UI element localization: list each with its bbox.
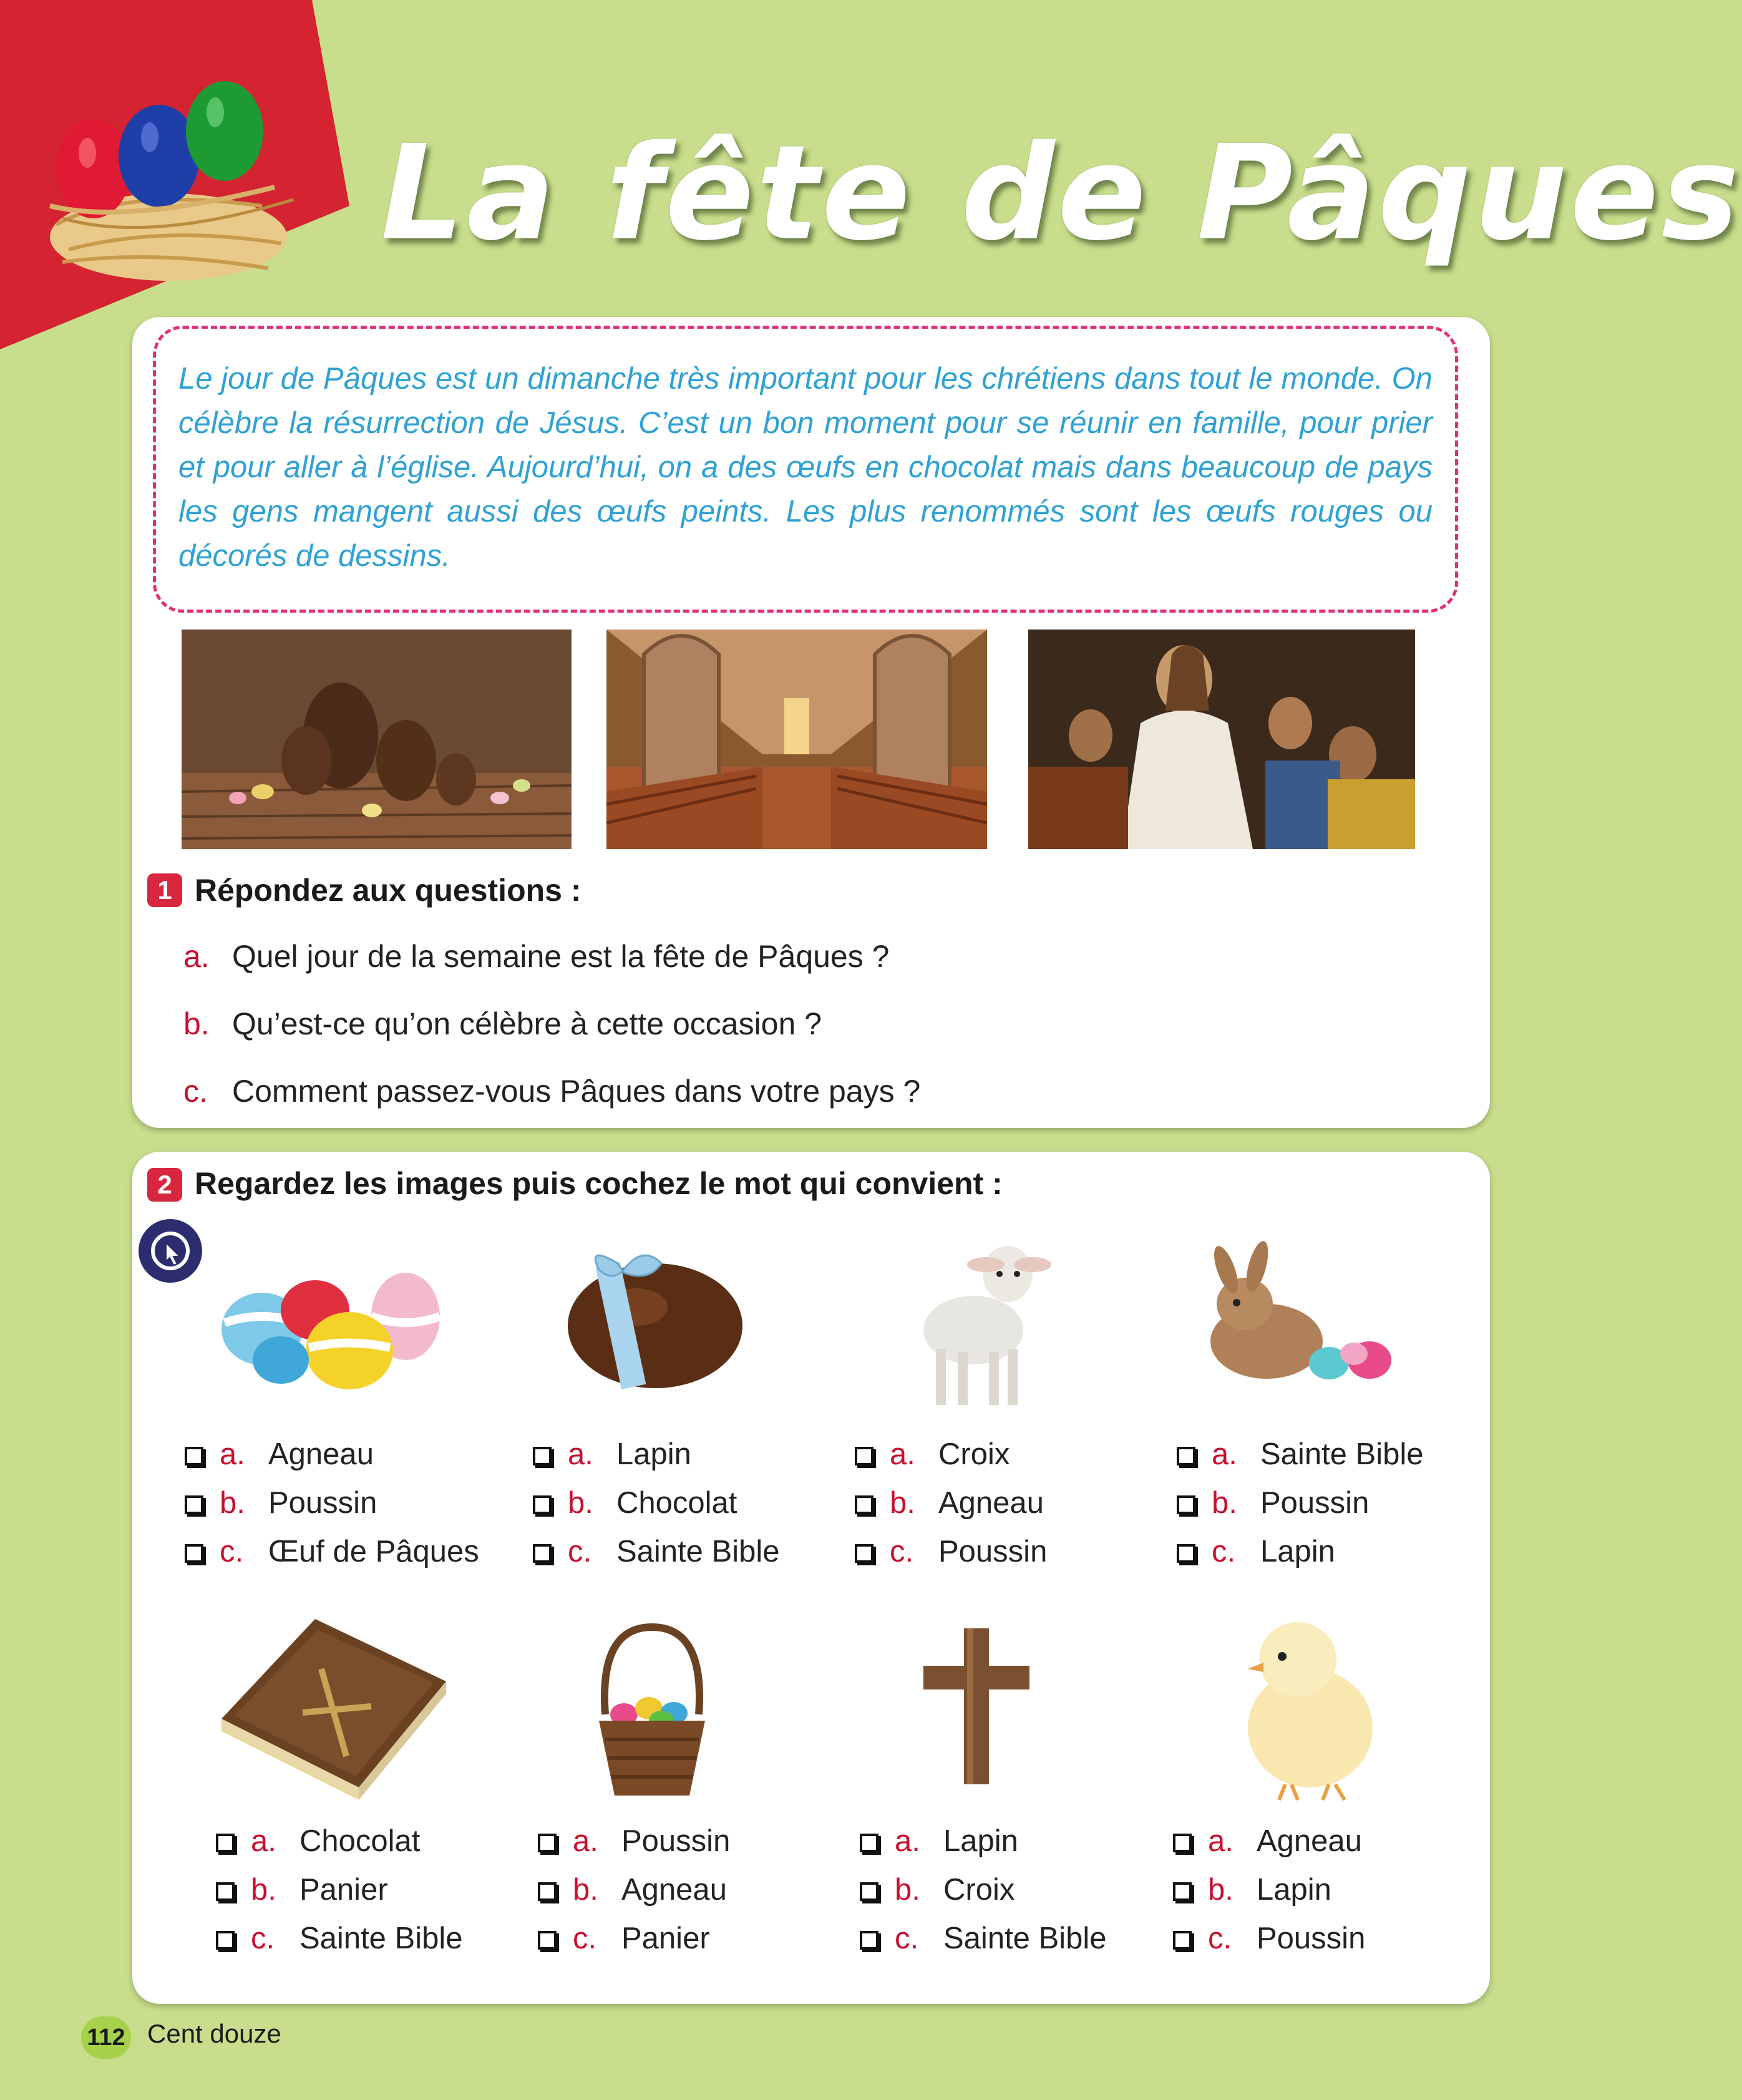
question-c-letter: c.	[183, 1074, 208, 1109]
checkbox-option[interactable]	[538, 1865, 730, 1914]
checkbox-option[interactable]	[855, 1430, 1047, 1479]
checkbox[interactable]	[216, 1834, 235, 1852]
item-4-options	[1177, 1430, 1424, 1576]
option-letter: a.	[568, 1437, 593, 1471]
checkbox-option[interactable]	[1173, 1914, 1365, 1963]
cross-image	[923, 1628, 1029, 1784]
option-letter: c.	[251, 1922, 275, 1955]
option-letter: a.	[890, 1437, 915, 1471]
item-1-options	[185, 1430, 479, 1576]
checkbox[interactable]	[860, 1882, 878, 1901]
item-7-options	[860, 1817, 1107, 1963]
checkbox[interactable]	[533, 1544, 552, 1563]
option-letter: b.	[1212, 1486, 1237, 1520]
checkbox-option[interactable]	[533, 1430, 780, 1479]
checkbox[interactable]	[538, 1834, 557, 1852]
checkbox-option[interactable]	[185, 1527, 479, 1576]
checkbox-option[interactable]	[860, 1914, 1107, 1963]
option-label: Lapin	[616, 1437, 691, 1471]
option-letter: b.	[251, 1873, 276, 1907]
resurrection-painting-photo	[1028, 630, 1415, 849]
option-letter: c.	[1208, 1922, 1232, 1955]
item-3-options	[855, 1430, 1047, 1576]
checkbox[interactable]	[1177, 1495, 1195, 1514]
option-letter: c.	[1212, 1535, 1236, 1568]
question-b-letter: b.	[183, 1006, 210, 1041]
exercise-2-heading: Regardez les images puis cochez le mot qui convient :	[195, 1166, 1003, 1201]
checkbox-option[interactable]	[216, 1817, 463, 1865]
option-letter: a.	[220, 1437, 245, 1471]
question-a-text: Quel jour de la semaine est la fête de Pâques ?	[232, 939, 890, 974]
checkbox[interactable]	[185, 1495, 203, 1514]
option-letter: c.	[220, 1535, 244, 1568]
checkbox[interactable]	[1173, 1882, 1192, 1901]
option-letter: a.	[1212, 1437, 1237, 1471]
painted-eggs-image	[206, 1260, 455, 1391]
checkbox[interactable]	[185, 1544, 203, 1563]
chocolate-egg-image	[549, 1238, 761, 1394]
chick-image	[1229, 1610, 1391, 1803]
checkbox-option[interactable]	[1173, 1865, 1365, 1914]
option-label: Sainte Bible	[1260, 1437, 1424, 1471]
checkbox-option[interactable]	[1177, 1430, 1424, 1479]
checkbox-option[interactable]	[855, 1527, 1047, 1576]
option-letter: a.	[895, 1824, 920, 1858]
option-label: Poussin	[1260, 1486, 1370, 1520]
checkbox[interactable]	[855, 1495, 873, 1514]
checkbox[interactable]	[185, 1447, 203, 1466]
option-label: Agneau	[621, 1873, 727, 1907]
option-letter: c.	[895, 1922, 919, 1955]
checkbox[interactable]	[1177, 1544, 1195, 1563]
option-label: Agneau	[938, 1486, 1044, 1520]
option-label: Lapin	[1257, 1873, 1331, 1907]
interactive-icon[interactable]	[139, 1219, 202, 1283]
checkbox-option[interactable]	[185, 1479, 479, 1527]
checkbox[interactable]	[1177, 1447, 1195, 1466]
checkbox[interactable]	[216, 1882, 235, 1901]
option-label: Poussin	[1257, 1922, 1366, 1955]
option-letter: a.	[1208, 1824, 1234, 1858]
checkbox[interactable]	[860, 1834, 878, 1852]
church-interior-photo	[606, 630, 987, 849]
checkbox[interactable]	[533, 1495, 552, 1514]
option-label: Croix	[938, 1437, 1010, 1471]
option-letter: b.	[220, 1486, 245, 1520]
question-c-text: Comment passez-vous Pâques dans votre pays ?	[232, 1074, 921, 1109]
chocolate-eggs-photo	[182, 630, 572, 849]
option-letter: a.	[573, 1824, 598, 1858]
option-letter: c.	[573, 1922, 597, 1955]
checkbox[interactable]	[1173, 1834, 1192, 1852]
option-label: Chocolat	[616, 1486, 737, 1520]
item-6-options	[538, 1817, 730, 1963]
checkbox-option[interactable]	[860, 1817, 1107, 1865]
option-label: Poussin	[938, 1535, 1048, 1568]
corner-eggs-illustration	[0, 0, 349, 356]
page-number-words: Cent douze	[147, 2019, 281, 2048]
option-label: Panier	[621, 1922, 710, 1955]
item-5-options	[216, 1817, 463, 1963]
checkbox-option[interactable]	[533, 1479, 780, 1527]
checkbox-option[interactable]	[185, 1430, 479, 1479]
question-a-letter: a.	[183, 939, 210, 974]
option-label: Lapin	[1260, 1535, 1335, 1568]
lamb-image	[898, 1230, 1054, 1411]
checkbox-option[interactable]	[538, 1914, 730, 1963]
checkbox-option[interactable]	[1177, 1479, 1424, 1527]
question-b-text: Qu’est-ce qu’on célèbre à cette occasion ?	[232, 1006, 822, 1041]
option-letter: b.	[568, 1486, 593, 1520]
option-label: Lapin	[943, 1824, 1018, 1858]
bible-image	[215, 1613, 452, 1800]
checkbox-option[interactable]	[216, 1914, 463, 1963]
easter-basket-image	[586, 1621, 718, 1799]
page-number: 112	[81, 2016, 131, 2059]
option-label: Sainte Bible	[943, 1922, 1107, 1955]
option-label: Croix	[943, 1873, 1015, 1907]
exercise-1-heading: Répondez aux questions :	[195, 873, 581, 908]
checkbox[interactable]	[216, 1931, 235, 1950]
checkbox[interactable]	[538, 1882, 557, 1901]
checkbox-option[interactable]	[533, 1527, 780, 1576]
option-label: Chocolat	[299, 1824, 421, 1858]
rabbit-image	[1198, 1248, 1416, 1391]
item-8-options	[1173, 1817, 1365, 1963]
checkbox-option[interactable]	[860, 1865, 1107, 1914]
option-letter: b.	[890, 1486, 915, 1520]
exercise-2-number-badge: 2	[147, 1168, 182, 1202]
option-letter: a.	[251, 1824, 276, 1858]
page-title: La fête de Pâques	[381, 117, 1742, 270]
option-letter: c.	[568, 1535, 592, 1568]
exercise-1-number-badge: 1	[147, 873, 182, 907]
checkbox[interactable]	[860, 1931, 878, 1950]
intro-text: Le jour de Pâques est un dimanche très important pour les chrétiens dans tout le monde. On célèbre la résurrection de Jésus. C’est un bon moment pour se réunir en famille, pour prier et pour aller à l’église. Aujourd’hui, on a des œufs en chocolat mais dans beaucoup de pays les gens mangent aussi des œufs peints. Les plus renommés sont les œufs rouges ou décorés de dessins.	[178, 362, 1433, 573]
item-2-options	[533, 1430, 780, 1576]
checkbox[interactable]	[533, 1447, 552, 1466]
option-letter: c.	[890, 1535, 914, 1568]
option-label: Sainte Bible	[616, 1535, 780, 1568]
checkbox[interactable]	[1173, 1931, 1192, 1950]
option-label: Sainte Bible	[299, 1922, 463, 1955]
option-label: Panier	[299, 1873, 388, 1907]
checkbox-option[interactable]	[855, 1479, 1047, 1527]
checkbox[interactable]	[855, 1544, 873, 1563]
option-letter: b.	[895, 1873, 920, 1907]
option-label: Agneau	[268, 1437, 374, 1471]
option-label: Agneau	[1257, 1824, 1362, 1858]
checkbox-option[interactable]	[216, 1865, 463, 1914]
checkbox-option[interactable]	[1173, 1817, 1365, 1865]
checkbox-option[interactable]	[1177, 1527, 1424, 1576]
checkbox[interactable]	[855, 1447, 873, 1466]
checkbox-option[interactable]	[538, 1817, 730, 1865]
option-letter: b.	[573, 1873, 598, 1907]
checkbox[interactable]	[538, 1931, 557, 1950]
option-label: Poussin	[268, 1486, 377, 1520]
option-label: Poussin	[621, 1824, 731, 1858]
option-letter: b.	[1208, 1873, 1234, 1907]
option-label: Œuf de Pâques	[268, 1535, 479, 1568]
